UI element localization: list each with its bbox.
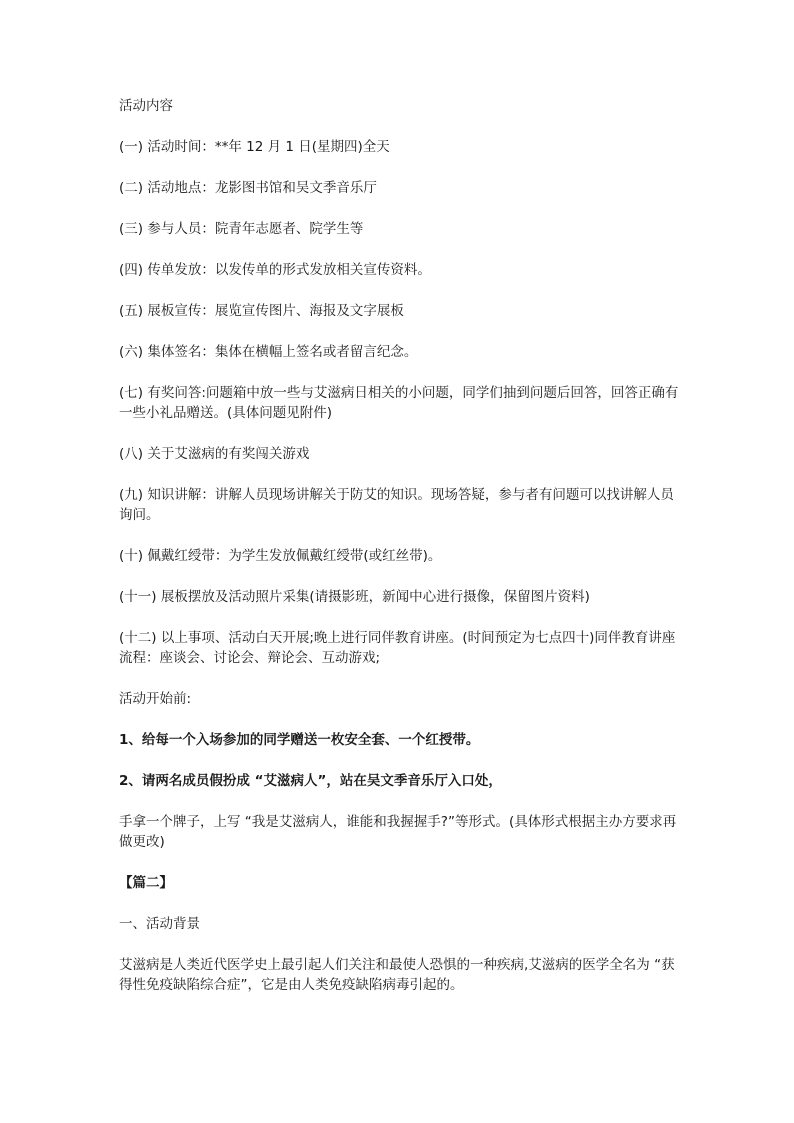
item-2: (二) 活动地点：龙影图书馆和吴文季音乐厅 (119, 180, 377, 196)
item-5: (五) 展板宣传：展览宣传图片、海报及文字展板 (119, 303, 404, 319)
item-6: (六) 集体签名：集体在横幅上签名或者留言纪念。 (119, 344, 418, 360)
heading-activity-content: 活动内容 (119, 98, 173, 114)
before-heading: 活动开始前: (119, 691, 192, 707)
item-4: (四) 传单发放：以发传单的形式发放相关宣传资料。 (119, 262, 431, 278)
step-2: 2、请两名成员假扮成 “艾滋病人”，站在吴文季音乐厅入口处， (119, 773, 502, 789)
item-3: (三) 参与人员：院青年志愿者、院学生等 (119, 221, 364, 237)
item-9: (九) 知识讲解：讲解人员现场讲解关于防艾的知识。现场答疑，参与者有问题可以找讲解人员询问。 (119, 487, 674, 523)
section-2-title: 【篇二】 (119, 875, 173, 891)
item-8: (八) 关于艾滋病的有奖闯关游戏 (119, 446, 310, 462)
item-10: (十) 佩戴红绶带：为学生发放佩戴红绶带(或红丝带)。 (119, 548, 442, 564)
item-1: (一) 活动时间：**年 12 月 1 日(星期四)全天 (119, 139, 390, 155)
section-2-subtitle: 一、活动背景 (119, 916, 200, 932)
step-1: 1、给每一个入场参加的同学赠送一枚安全套、一个红授带。 (119, 732, 480, 748)
item-7: (七) 有奖问答:问题箱中放一些与艾滋病日相关的小问题，同学们抽到问题后回答，回答正确有一些小礼品赠送。(具体问题见附件) (119, 385, 679, 421)
section-2-text: 艾滋病是人类近代医学史上最引起人们关注和最使人恐惧的一种疾病,艾滋病的医学全名为 “获得性免疫缺陷综合症”，它是由人类免疫缺陷病毒引起的。 (119, 957, 675, 993)
item-11: (十一) 展板摆放及活动照片采集(请摄影班，新闻中心进行摄像，保留图片资料) (119, 589, 590, 605)
step-2-continued: 手拿一个牌子，上写 “我是艾滋病人，谁能和我握握手?”等形式。(具体形式根据主办方要求再做更改) (119, 814, 677, 850)
item-12: (十二) 以上事项、活动白天开展;晚上进行同伴教育讲座。(时间预定为七点四十)同伴教育讲座流程：座谈会、讨论会、辩论会、互动游戏; (119, 630, 676, 666)
document-body (119, 96, 679, 1016)
